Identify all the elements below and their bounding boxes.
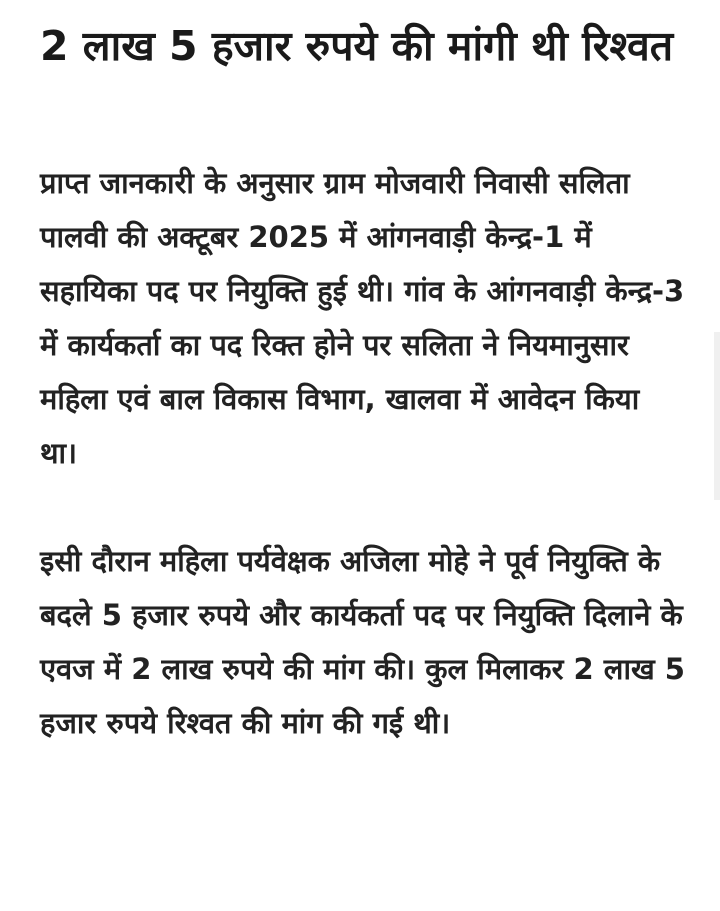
article-paragraph-2: इसी दौरान महिला पर्यवेक्षक अजिला मोहे ने पूर्व नियुक्ति के बदले 5 हजार रुपये और कार्यकर्ता पद पर नियुक्ति दिलाने के एवज में 2 लाख रुपये की मांग की। कुल मिलाकर 2 लाख 5 हजार रुपये रिश्वत की मांग की गई थी। (40, 544, 685, 740)
scrollbar-track[interactable] (714, 332, 720, 500)
article-headline: 2 लाख 5 हजार रुपये की मांगी थी रिश्वत (40, 22, 674, 70)
article-paragraph-1: प्राप्त जानकारी के अनुसार ग्राम मोजवारी निवासी सलिता पालवी की अक्टूबर 2025 में आंगनवाड़ी केन्द्र-1 में सहायिका पद पर नियुक्ति हुई थी। गांव के आंगनवाड़ी केन्द्र-3 में कार्यकर्ता का पद रिक्त होने पर सलिता ने नियमानुसार महिला एवं बाल विकास विभाग, खालवा में आवेदन किया था। (40, 166, 685, 470)
